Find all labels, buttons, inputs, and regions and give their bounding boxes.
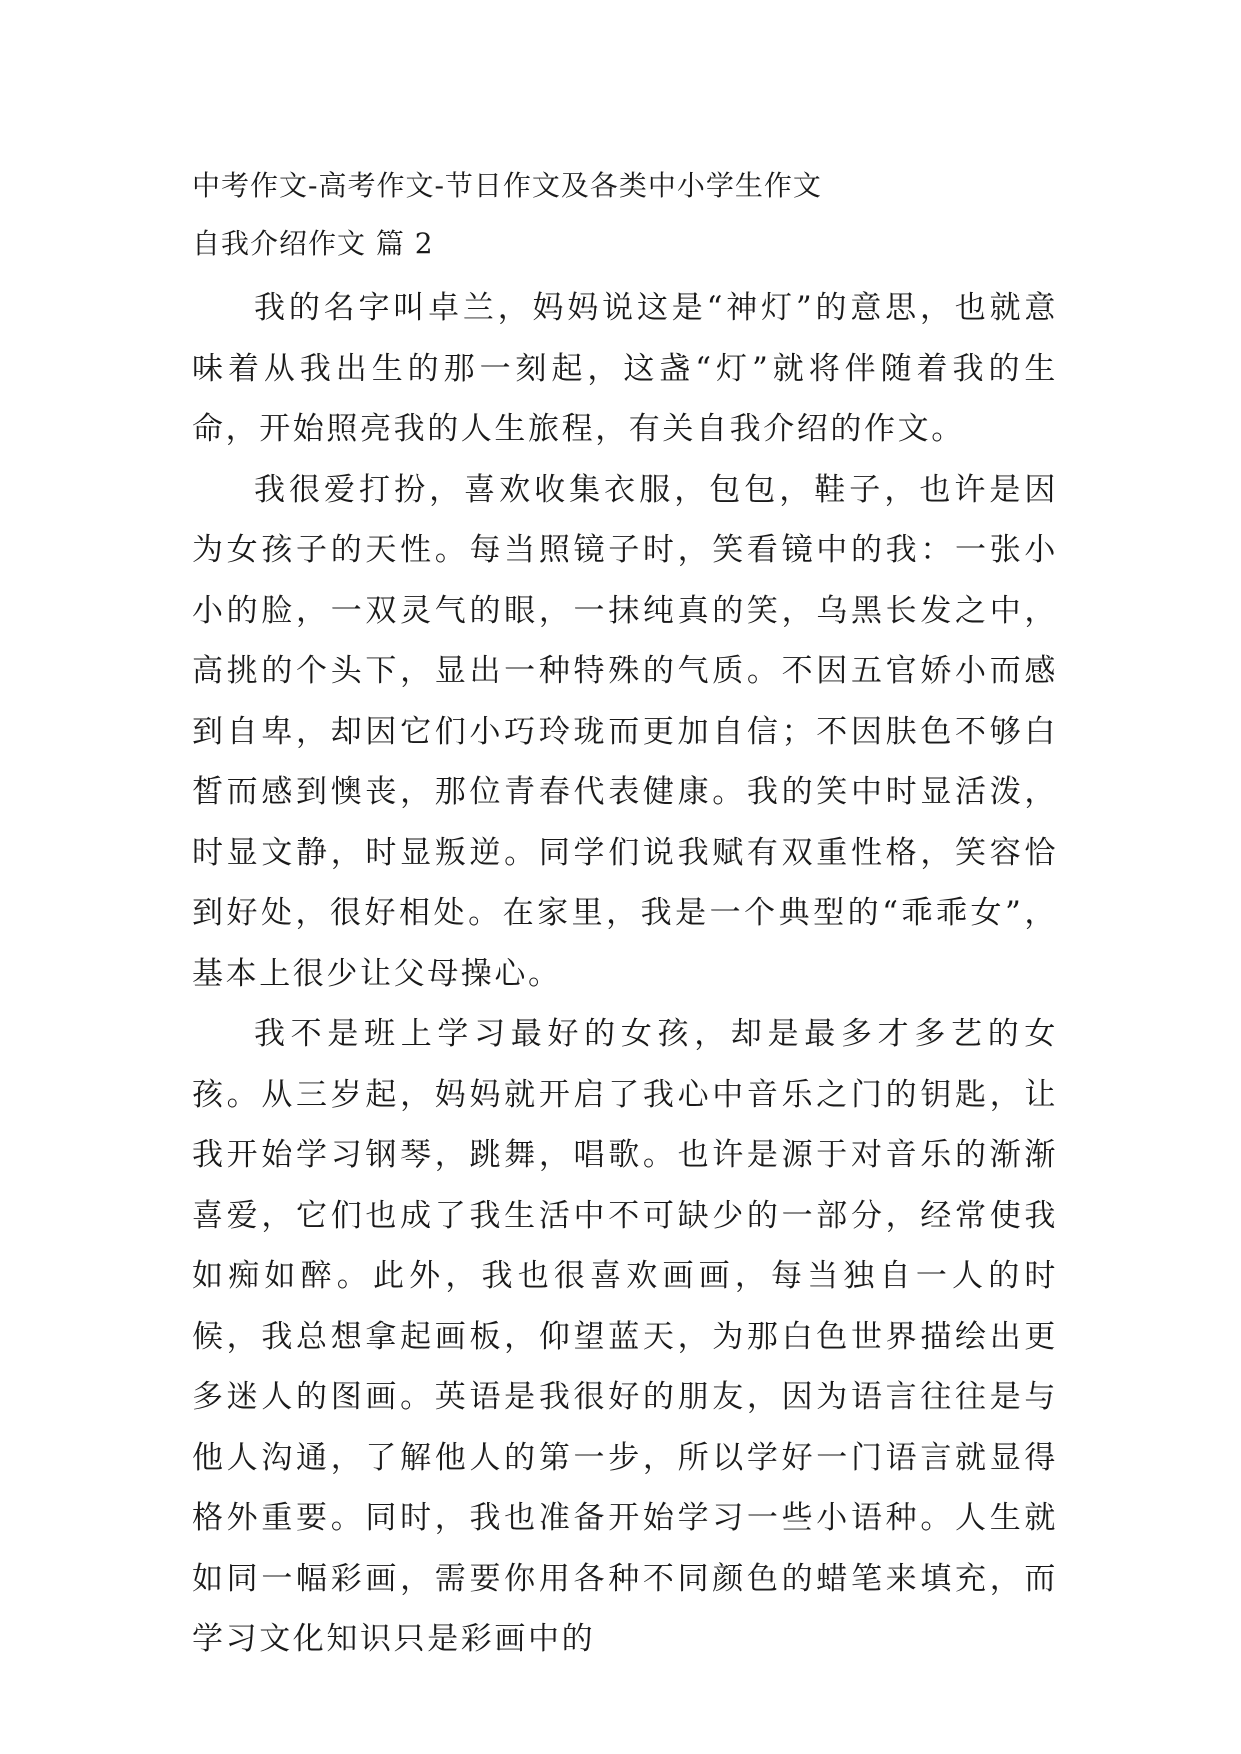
- paragraph-1: 我的名字叫卓兰，妈妈说这是“神灯”的意思，也就意味着从我出生的那一刻起，这盏“灯”就将伴随着我的生命，开始照亮我的人生旅程，有关自我介绍的作文。: [192, 290, 1058, 447]
- paragraph-2: 我很爱打扮，喜欢收集衣服，包包，鞋子，也许是因为女孩子的天性。每当照镜子时，笑看镜中的我：一张小小的脸，一双灵气的眼，一抹纯真的笑，乌黑长发之中，高挑的个头下，显出一种特殊的气质。不因五官娇小而感到自卑，却因它们小巧玲珑而更加自信；不因肤色不够白皙而感到懊丧，那位青春代表健康。我的笑中时显活泼，时显文静，时显叛逆。同学们说我赋有双重性格，笑容恰到好处，很好相处。在家里，我是一个典型的“乖乖女”，基本上很少让父母操心。: [192, 471, 1058, 992]
- essay-body: [192, 278, 1058, 1670]
- paragraph-3: 我不是班上学习最好的女孩，却是最多才多艺的女孩。从三岁起，妈妈就开启了我心中音乐之门的钥匙，让我开始学习钢琴，跳舞，唱歌。也许是源于对音乐的渐渐喜爱，它们也成了我生活中不可缺少的一部分，经常使我如痴如醉。此外，我也很喜欢画画，每当独自一人的时候，我总想拿起画板，仰望蓝天，为那白色世界描绘出更多迷人的图画。英语是我很好的朋友，因为语言往往是与他人沟通，了解他人的第一步，所以学好一门语言就显得格外重要。同时，我也准备开始学习一些小语种。人生就如同一幅彩画，需要你用各种不同颜色的蜡笔来填充，而学习文化知识只是彩画中的: [192, 1016, 1058, 1657]
- site-header-line: 中考作文-高考作文-节日作文及各类中小学生作文: [192, 169, 822, 202]
- essay-title: 自我介绍作文 篇 2: [192, 227, 434, 260]
